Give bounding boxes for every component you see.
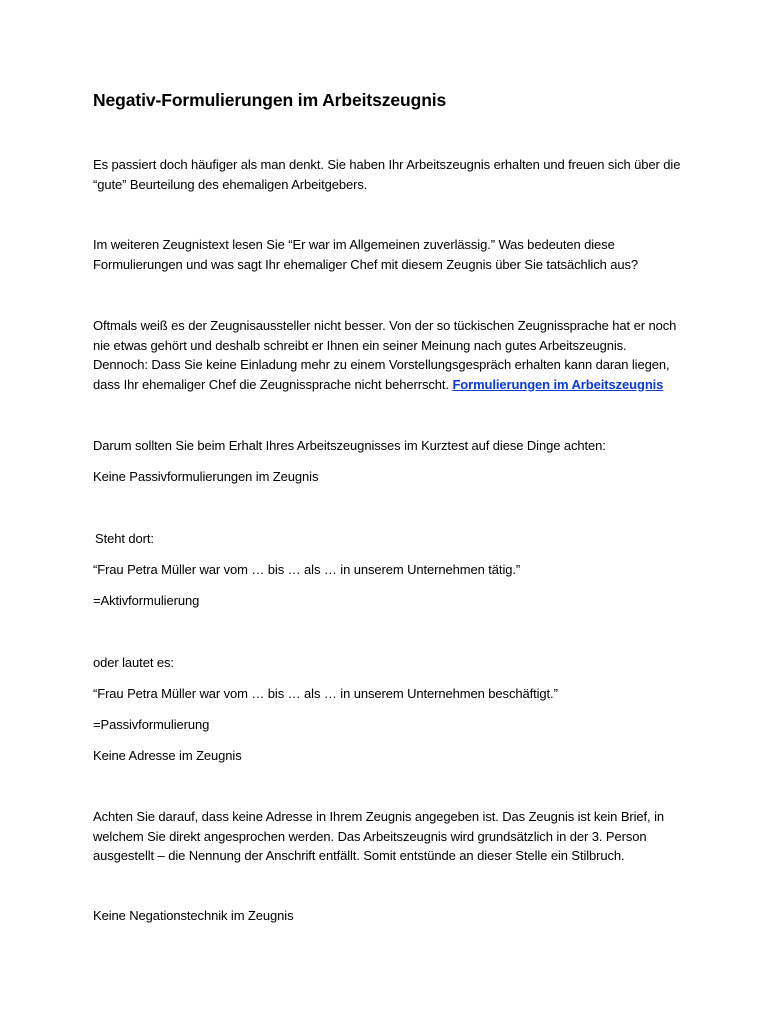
quote-beschaeftigt: “Frau Petra Müller war vom … bis … als … in unserem Unternehmen beschäftigt.” — [93, 686, 558, 701]
paragraph-zeugnisaussteller-text: Oftmals weiß es der Zeugnisaussteller nicht besser. Von der so tückischen Zeugnissprache hat er noch nie etwas gehört und deshalb schreibt er Ihnen ein seiner Meinung nach gutes Arbeitszeugnis. Dennoch: Dass Sie keine Einladung mehr zu einem Vorstellungsgespräch erhalten kann daran liegen, dass Ihr ehemaliger Chef die Zeugnissprache nicht beherrscht. — [93, 318, 677, 392]
paragraph-adresse: Achten Sie darauf, dass keine Adresse in Ihrem Zeugnis angegeben ist. Das Zeugnis ist kein Brief, in welchem Sie direkt angesprochen werden. Das Arbeitszeugnis wird grundsätzlich in der 3. Person ausgestellt – die Nennung der Anschrift entfällt. Somit entstünde an dieser Stelle ein Stilbruch. — [93, 809, 664, 863]
quote-taetig: “Frau Petra Müller war vom … bis … als … in unserem Unternehmen tätig.” — [93, 562, 521, 577]
heading-adresse: Keine Adresse im Zeugnis — [93, 748, 242, 763]
heading-negationstechnik: Keine Negationstechnik im Zeugnis — [93, 908, 294, 923]
passivformulierung-label: =Passivformulierung — [93, 717, 210, 732]
oder-lautet-label: oder lautet es: — [93, 655, 174, 670]
formulierungen-link[interactable]: Formulierungen im Arbeitszeugnis — [452, 376, 664, 392]
paragraph-zeugnisaussteller — [93, 316, 683, 394]
document-title: Negativ-Formulierungen im Arbeitszeugnis — [93, 90, 447, 110]
paragraph-intro: Es passiert doch häufiger als man denkt. Sie haben Ihr Arbeitszeugnis erhalten und freuen sich über die “gute” Beurteilung des ehemaligen Arbeitgebers. — [93, 157, 681, 192]
aktivformulierung-label: =Aktivformulierung — [93, 593, 200, 608]
steht-dort-label: Steht dort: — [95, 531, 154, 546]
heading-passivformulierungen: Keine Passivformulierungen im Zeugnis — [93, 469, 319, 484]
paragraph-kurztest: Darum sollten Sie beim Erhalt Ihres Arbeitszeugnisses im Kurztest auf diese Dinge achten: — [93, 438, 606, 453]
paragraph-zeugnistext: Im weiteren Zeugnistext lesen Sie “Er war im Allgemeinen zuverlässig.” Was bedeuten diese Formulierungen und was sagt Ihr ehemaliger Chef mit diesem Zeugnis über Sie tatsächlich aus? — [93, 237, 639, 272]
